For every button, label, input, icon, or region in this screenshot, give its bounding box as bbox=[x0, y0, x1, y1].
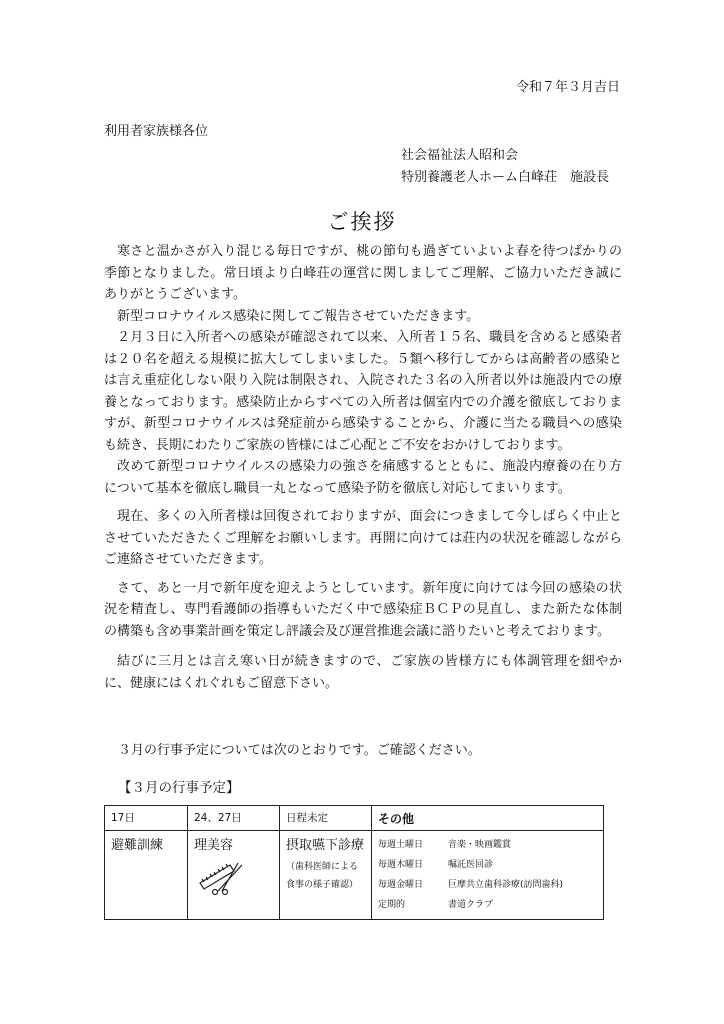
schedule-notice: ３月の行事予定については次のとおりです。ご確認ください。 bbox=[118, 743, 481, 758]
header-date-undecided: 日程未定 bbox=[280, 806, 372, 831]
event-note bbox=[286, 858, 365, 894]
recurring-item bbox=[378, 835, 597, 855]
paragraph-closing: 結びに三月とは言え寒い日が続きますので、ご家族の皆様方にも体調管理を細やかに、健康にはくれぐれもご留意下さい。 bbox=[104, 654, 622, 691]
recurring-item bbox=[378, 875, 597, 895]
recurring-item bbox=[378, 855, 597, 875]
recurring-what: 巨摩共立歯科診療(訪問歯科) bbox=[448, 880, 564, 890]
letter-body bbox=[104, 241, 622, 694]
schedule-header-row bbox=[105, 806, 604, 831]
comb-and-scissors-icon bbox=[196, 855, 252, 895]
schedule-event-row bbox=[105, 831, 604, 920]
recurring-when: 毎週木曜日 bbox=[378, 860, 424, 870]
event-note-line-2: 食事の様子確認） bbox=[286, 880, 359, 890]
recurring-when: 毎週金曜日 bbox=[378, 880, 424, 890]
event-label: 理美容 bbox=[194, 838, 234, 853]
schedule-heading: 【３月の行事予定】 bbox=[118, 780, 240, 796]
event-swallowing-exam bbox=[280, 831, 372, 920]
organization-name: 社会福祉法人昭和会 bbox=[401, 148, 519, 163]
facility-sender: 特別養護老人ホーム白峰荘 施設長 bbox=[401, 170, 610, 185]
header-date-24-27: 24、27日 bbox=[188, 806, 280, 831]
page-title: ご挨拶 bbox=[327, 210, 397, 234]
event-label: 避難訓練 bbox=[111, 838, 164, 853]
paragraph-greeting: 寒さと温かさが入り混じる毎日ですが、桃の節句も過ぎていよいよ春を待つばかりの季節となりました。常日頃より白峰荘の運営に関しましてご理解、ご協力いただき誠にありがとうございます。 bbox=[104, 244, 622, 302]
paragraph-visitation: 現在、多くの入所者様は回復されておりますが、面会につきまして今しばらく中止とさせていただきたくご理解をお願いします。再開に向けては荘内の状況を確認しながらご連絡させていただきます。 bbox=[104, 509, 622, 567]
event-evacuation-drill bbox=[105, 831, 188, 920]
event-other-list bbox=[372, 831, 604, 920]
header-other: その他 bbox=[372, 806, 604, 831]
schedule-table bbox=[104, 805, 604, 920]
recurring-what: 音楽・映画鑑賞 bbox=[448, 840, 512, 850]
paragraph-infection-status: ２月３日に入所者への感染が確認されて以来、入所者１５名、職員を含めると感染者は２０名を超える規模に拡大してしまいました。５類へ移行してからは高齢者の感染とは言え重症化しない限り入院は制限され、入院された３名の入所者以外は施設内での療養となっております。感染防止からすべての入所者は個室内での介護を徹底しておりますが、新型コロナウイルスは発症前から感染することから、介護に当たる職員への感染も続き、長期にわたりご家族の皆様にはご心配とご不安をおかけしております。 bbox=[104, 330, 622, 453]
recurring-what: 書道クラブ bbox=[448, 900, 494, 910]
header-date-17: 17日 bbox=[105, 806, 188, 831]
recurring-events bbox=[378, 835, 597, 915]
recurring-what: 嘱託医回診 bbox=[448, 860, 494, 870]
paragraph-report-intro: 新型コロナウイルス感染に関してご報告させていただきます。 bbox=[117, 308, 480, 324]
paragraph-new-year-plan: さて、あと一月で新年度を迎えようとしています。新年度に向けては今回の感染の状況を精査し、専門看護師の指導もいただく中で感染症ＢＣＰの見直し、また新たな体制の構築も含め事業計画を策定し評議会及び運営推進会議に諮りたいと考えております。 bbox=[104, 580, 622, 639]
event-haircut bbox=[188, 831, 280, 920]
recipient-line: 利用者家族様各位 bbox=[104, 124, 209, 139]
event-note-line-1: （歯科医師による bbox=[286, 862, 359, 872]
recurring-when: 定期的 bbox=[378, 900, 406, 910]
paragraph-prevention: 改めて新型コロナウイルスの感染力の強さを痛感するとともに、施設内療養の在り方について基本を徹底し職員一丸となって感染予防を徹底し対応してまいります。 bbox=[104, 459, 622, 496]
recurring-item bbox=[378, 895, 597, 915]
recurring-when: 毎週土曜日 bbox=[378, 840, 424, 850]
document-date: 令和７年３月吉日 bbox=[515, 80, 620, 95]
event-label: 摂取嚥下診療 bbox=[286, 838, 365, 853]
